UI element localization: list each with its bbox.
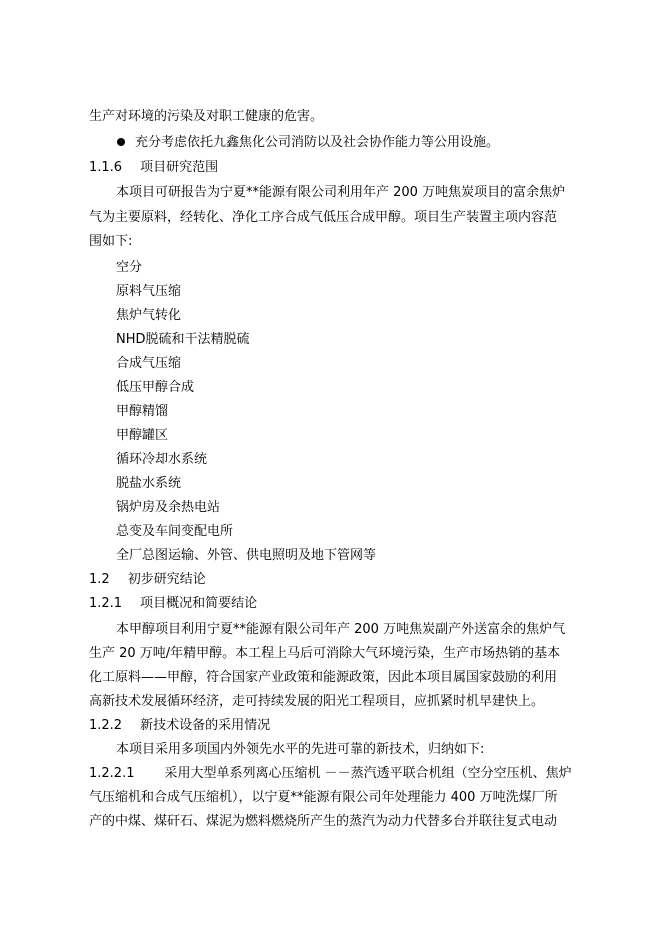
list-item: 合成气压缩 (116, 356, 182, 371)
list-item: 原料气压缩 (116, 284, 182, 299)
section-heading-1-1-6 (89, 156, 576, 180)
section-heading-1-2-1 (89, 592, 576, 616)
section-number: 1.2.1 (89, 596, 123, 611)
list-item: 脱盐水系统 (116, 476, 182, 491)
list-item: NHD脱硫和干法精脱硫 (116, 332, 250, 347)
paragraph-line: 产的中煤、煤矸石、煤泥为燃料燃烧所产生的蒸汽为动力代替多台并联往复式电动 (89, 814, 558, 829)
paragraph-line: 化工原料——甲醇，符合国家产业政策和能源政策，因此本项目属国家鼓励的利用 (89, 670, 558, 685)
list-item: 总变及车间变配电所 (116, 524, 234, 539)
section-title: 项目研究范围 (140, 160, 219, 175)
section-heading-1-2-2 (89, 714, 576, 738)
list-item: 低压甲醇合成 (116, 380, 195, 395)
section-number: 1.1.6 (89, 160, 123, 175)
bullet-item (117, 131, 576, 155)
paragraph-line: 高新技术发展循环经济，走可持续发展的阳光工程项目，应抓紧时机早建快上。 (89, 694, 545, 709)
section-number: 1.2.2.1 (89, 766, 135, 781)
paragraph-line: 围如下: (89, 234, 133, 249)
section-number: 1.2 (89, 572, 110, 587)
list-item: 全厂总图运输、外管、供电照明及地下管网等 (116, 548, 377, 563)
bullet-dot-icon (117, 138, 125, 146)
paragraph-line: 本项目可研报告为宁夏**能源有限公司利用年产 200 万吨焦炭项目的富余焦炉 (116, 185, 566, 200)
section-number: 1.2.2 (89, 718, 123, 733)
paragraph-line: 本项目采用多项国内外领先水平的先进可靠的新技术，归纳如下: (116, 742, 485, 757)
section-heading-1-2 (89, 568, 576, 592)
bullet-text: 充分考虑依托九鑫焦化公司消防以及社会协作能力等公用设施。 (135, 135, 500, 150)
list-item: 循环冷却水系统 (116, 452, 208, 467)
paragraph-line: 气压缩机和合成气压缩机），以宁夏**能源有限公司年处理能力 400 万吨洗煤厂所 (89, 790, 558, 805)
paragraph-line: 生产对环境的污染及对职工健康的危害。 (89, 109, 324, 124)
section-title: 项目概况和简要结论 (140, 596, 258, 611)
list-item: 锅炉房及余热电站 (116, 500, 221, 515)
paragraph-line: 气为主要原料，经转化、净化工序合成气低压合成甲醇。项目生产装置主项内容范 (89, 210, 558, 225)
list-item: 空分 (116, 260, 143, 275)
list-item: 焦炉气转化 (116, 308, 182, 323)
list-item: 甲醇罐区 (116, 428, 169, 443)
section-title: 初步研究结论 (127, 572, 206, 587)
section-heading-1-2-2-1 (89, 762, 576, 786)
section-title: 新技术设备的采用情况 (140, 718, 271, 733)
paragraph-line: 本甲醇项目利用宁夏**能源有限公司年产 200 万吨焦炭副产外送富余的焦炉气 (116, 622, 566, 637)
paragraph-line: 生产 20 万吨/年精甲醇。本工程上马后可消除大气环境污染，生产市场热销的基本 (89, 646, 561, 661)
section-text: 采用大型单系列离心压缩机 －－蒸汽透平联合机组（空分空压机、焦炉 (164, 766, 572, 781)
list-item: 甲醇精馏 (116, 404, 169, 419)
